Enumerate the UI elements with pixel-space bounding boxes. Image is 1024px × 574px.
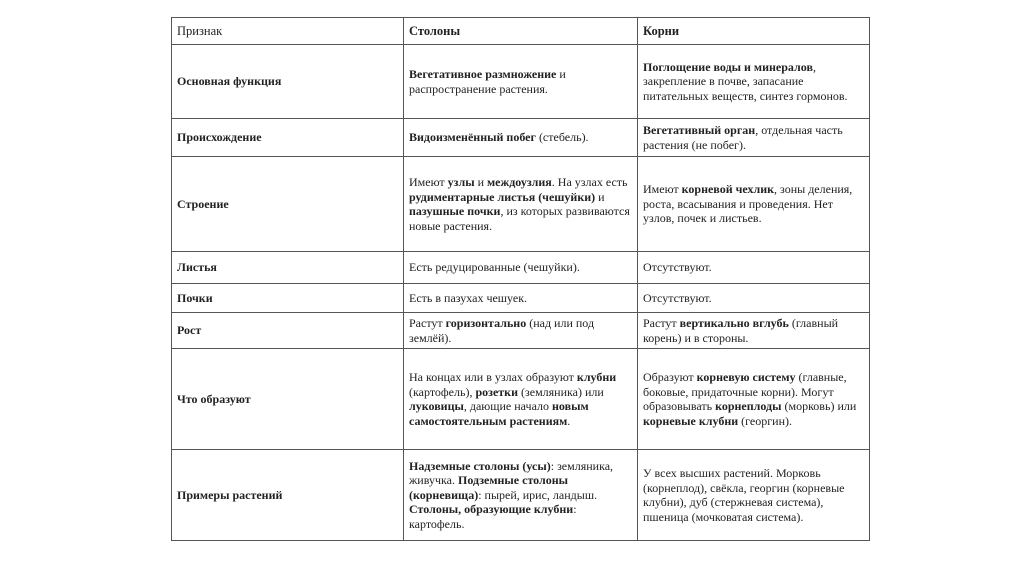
bold-term: Видоизменённый побег [409, 130, 536, 145]
row-forms [172, 349, 870, 450]
bold-term: корневую систему [696, 370, 796, 384]
text-segment: (главный корень) и в стороны. [643, 316, 839, 345]
header-feature: Признак [172, 18, 404, 45]
bold-term: рудиментарные листья (чешуйки) [409, 189, 596, 204]
text-segment: , зоны деления, роста, всасывания и проведения. Нет узлов, почек и листьев. [643, 182, 853, 226]
text-segment: У всех высших растений. Морковь (корнеплод), свёкла, георгин (корневые клубни), дуб (стержневая система), пшеница (мочковатая система). [643, 466, 845, 524]
row-label: Строение [172, 157, 404, 252]
text-segment: Имеют [643, 182, 682, 197]
stolons-cell [404, 45, 638, 119]
text-segment: Есть в пазухах чешуек. [409, 290, 528, 305]
bold-term: новым самостоятельным растениям [409, 399, 589, 428]
stolons-cell [404, 157, 638, 252]
text-segment: и распространение растения. [409, 67, 566, 96]
bold-term: Подземные столоны (корневища) [409, 473, 569, 502]
row-label: Основная функция [172, 45, 404, 119]
row-main-function [172, 45, 870, 119]
row-label: Рост [172, 313, 404, 349]
roots-cell [638, 450, 870, 541]
bold-term: узлы [447, 175, 475, 189]
text-segment: и [474, 175, 487, 189]
roots-cell [638, 252, 870, 284]
bold-term: горизонтально [445, 316, 527, 330]
row-label: Что образуют [172, 349, 404, 450]
header-stolons: Столоны [404, 18, 638, 45]
row-label: Примеры растений [172, 450, 404, 541]
text-segment: : земляника, живучка. [409, 458, 614, 488]
text-segment: , из которых развиваются новые растения. [409, 204, 630, 233]
text-segment: (главные, боковые, придаточные корни). Могут образовывать [643, 370, 847, 413]
text-segment: . На узлах есть [551, 175, 628, 189]
row-examples [172, 450, 870, 541]
text-segment: (стебель). [535, 130, 589, 145]
row-structure [172, 157, 870, 252]
bold-term: клубни [576, 370, 617, 384]
bold-term: Поглощение воды и минералов [643, 59, 813, 74]
text-segment: Образуют [643, 370, 697, 384]
text-segment: Имеют [409, 175, 448, 189]
text-segment: (картофель), [409, 384, 476, 399]
row-growth [172, 313, 870, 349]
bold-term: вертикально вглубь [679, 316, 789, 330]
text-segment: (георгин). [738, 413, 793, 428]
bold-term: Надземные столоны (усы) [409, 458, 551, 473]
row-label: Почки [172, 284, 404, 313]
text-segment: Есть редуцированные (чешуйки). [409, 260, 580, 275]
text-segment: , отдельная часть растения (не побег). [643, 123, 843, 152]
row-leaves [172, 252, 870, 284]
bold-term: луковицы [409, 399, 464, 413]
bold-term: корневые клубни [643, 413, 739, 428]
text-segment: Растут [409, 316, 446, 330]
roots-cell [638, 313, 870, 349]
row-origin [172, 119, 870, 157]
text-segment: (земляника) или [518, 384, 604, 399]
stolons-cell [404, 349, 638, 450]
header-roots: Корни [638, 18, 870, 45]
text-segment: Отсутствуют. [643, 260, 712, 275]
stolons-cell [404, 284, 638, 313]
bold-term: корневой чехлик [681, 182, 775, 197]
text-segment: . [567, 413, 571, 428]
text-segment: Растут [643, 316, 680, 330]
bold-term: Вегетативное размножение [409, 67, 557, 81]
roots-cell [638, 45, 870, 119]
bold-term: Вегетативный орган [643, 123, 756, 137]
text-segment: : картофель. [409, 502, 577, 531]
stolons-cell [404, 450, 638, 541]
bold-term: пазушные почки [409, 204, 501, 218]
row-label: Листья [172, 252, 404, 284]
bold-term: междоузлия [487, 175, 552, 189]
roots-cell [638, 119, 870, 157]
bold-term: корнеплоды [715, 399, 782, 413]
row-buds [172, 284, 870, 313]
header-row [172, 18, 870, 45]
roots-cell [638, 157, 870, 252]
text-segment: На концах или в узлах образуют [409, 370, 577, 384]
roots-cell [638, 284, 870, 313]
stolons-cell [404, 313, 638, 349]
roots-cell [638, 349, 870, 450]
text-segment: , закрепление в почве, запасание питательных веществ, синтез гормонов. [643, 59, 848, 103]
row-label: Происхождение [172, 119, 404, 157]
text-segment: (морковь) или [781, 399, 857, 413]
text-segment: Отсутствуют. [643, 290, 712, 305]
stolons-cell [404, 252, 638, 284]
text-segment: , дающие начало [463, 399, 552, 413]
text-segment: : пырей, ирис, ландыш. [478, 487, 598, 502]
text-segment: и [595, 189, 605, 204]
bold-term: Столоны, образующие клубни [409, 502, 574, 517]
stolons-cell [404, 119, 638, 157]
bold-term: розетки [475, 384, 519, 399]
text-segment: (над или под землёй). [409, 316, 595, 345]
comparison-table [171, 17, 870, 541]
